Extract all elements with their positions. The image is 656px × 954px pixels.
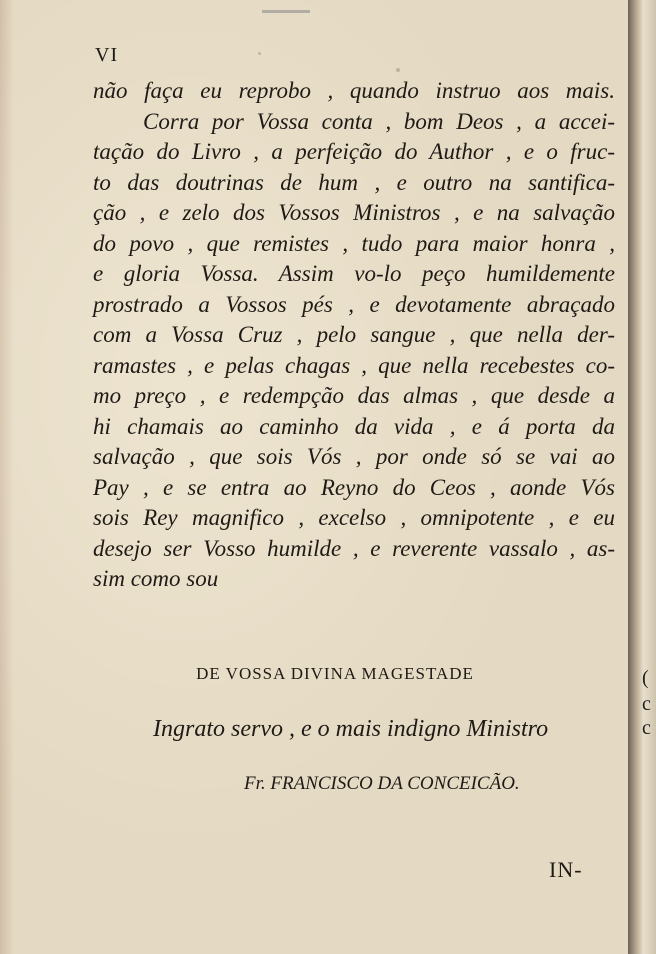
text-line: do povo , que remistes , tudo para maior honra , (93, 230, 615, 256)
closing-heading: DE VOSSA DIVINA MAGESTADE (196, 664, 474, 683)
text-line: salvação , que sois Vós , por onde só se vai ao (93, 444, 615, 469)
paper-spot (258, 52, 261, 55)
text-line: tação do Livro , a perfeição do Author , e o fruc- (93, 139, 615, 164)
binding-mark (262, 0, 310, 13)
text-line: prostrado a Vossos pés , e devotamente abraçado (93, 291, 615, 317)
text-line: com a Vossa Cruz , pelo sangue , que nella der- (93, 322, 615, 347)
text-line: Pay , e se entra ao Reyno do Ceos , aonde Vós (93, 474, 615, 500)
page-number: VI (95, 44, 119, 66)
text-line: mo preço , e redempção das almas , que desde a (93, 383, 615, 408)
signature-role: Ingrato servo , e o mais indigno Ministro (153, 716, 549, 742)
facing-page-glyph: c (642, 717, 651, 739)
catchword: IN- (549, 857, 583, 882)
text-line: e gloria Vossa. Assim vo-lo peço humildemente (93, 261, 615, 286)
text-line: sois Rey magnifico , excelso , omnipotente , e eu (93, 505, 615, 530)
facing-page-edge (628, 0, 656, 954)
text-line: sim como sou (93, 566, 219, 591)
text-line: Corra por Vossa conta , bom Deos , a accei- (143, 108, 615, 134)
text-line: hi chamais ao caminho da vida , e á porta da (93, 413, 615, 439)
paper-spot (396, 68, 400, 72)
body-text (93, 76, 615, 595)
text-line: to das doutrinas de hum , e outro na santifica- (93, 169, 615, 195)
text-line: ramastes , e pelas chagas , que nella recebestes co- (93, 352, 615, 378)
text-line: desejo ser Vosso humilde , e reverente vassalo , as- (93, 535, 615, 561)
facing-page-glyph: ( (642, 667, 649, 689)
facing-page-glyph: c (642, 693, 651, 715)
signature-name: Fr. FRANCISCO DA CONCEICÃO. (244, 773, 520, 794)
text-line: não faça eu reprobo , quando instruo aos mais. (93, 78, 615, 103)
text-line: ção , e zelo dos Vossos Ministros , e na salvação (93, 200, 615, 225)
